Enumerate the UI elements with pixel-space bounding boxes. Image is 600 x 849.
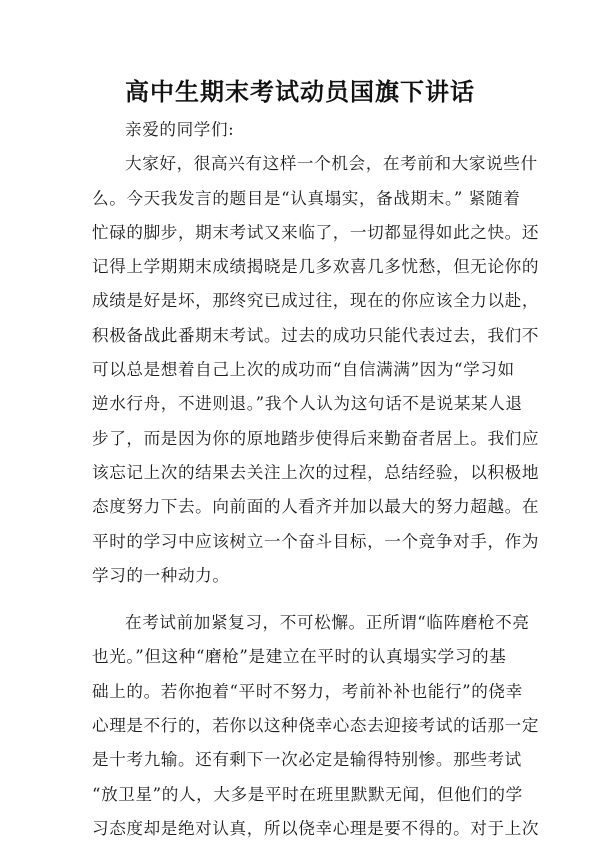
text-line: 也光。”但这种“磨枪”是建立在平时的认真塌实学习的基 [92,647,507,667]
text-line: 逆水行舟，不进则退。”我个人认为这句话不是说某某人退 [92,394,523,414]
text-line: 学习的一种动力。 [92,565,230,585]
text-line: 步了，而是因为你的原地踏步使得后来勤奋者居上。我们应 [92,428,540,448]
text-line: 成绩是好是坏，那终究已成过往，现在的你应该全力以赴， [92,291,540,311]
text-line: 该忘记上次的结果去关注上次的过程，总结经验，以积极地 [92,462,540,482]
salutation: 亲爱的同学们: [125,120,235,139]
text-line: 大家好，很高兴有这样一个机会，在考前和大家说些什 [125,154,538,174]
text-line: 积极备战此番期末考试。过去的成功只能代表过去，我们不 [92,325,540,345]
text-line: 础上的。若你抱着“平时不努力，考前补补也能行”的侥幸 [92,681,523,701]
text-line: “放卫星”的人，大多是平时在班里默默无闻，但他们的学 [92,784,523,804]
paragraph-1 [92,147,540,593]
text-line: 平时的学习中应该树立一个奋斗目标，一个竞争对手，作为 [92,531,540,551]
document-title: 高中生期末考试动员国旗下讲话 [125,77,475,106]
text-line: 忙碌的脚步，期末考试又来临了，一切都显得如此之快。还 [92,222,540,242]
text-line: 是十考九输。还有剩下一次必定是输得特别惨。那些考试 [92,750,522,770]
text-line: 可以总是想着自己上次的成功而“自信满满”因为“学习如 [92,360,515,380]
paragraph-2 [92,606,540,846]
text-line: 态度努力下去。向前面的人看齐并加以最大的努力超越。在 [92,497,540,517]
document-body [92,113,540,846]
text-line: 习态度却是绝对认真，所以侥幸心理是要不得的。对于上次 [92,818,540,838]
text-line: 心理是不行的，若你以这种侥幸心态去迎接考试的话那一定 [92,716,540,736]
text-line: 在考试前加紧复习，不可松懈。正所谓“临阵磨枪不亮 [125,613,530,633]
text-line: 记得上学期期末成绩揭晓是几多欢喜几多忧愁，但无论你的 [92,257,540,277]
text-line: 么。今天我发言的题目是“认真塌实，备战期末。” 紧随着 [92,188,521,208]
